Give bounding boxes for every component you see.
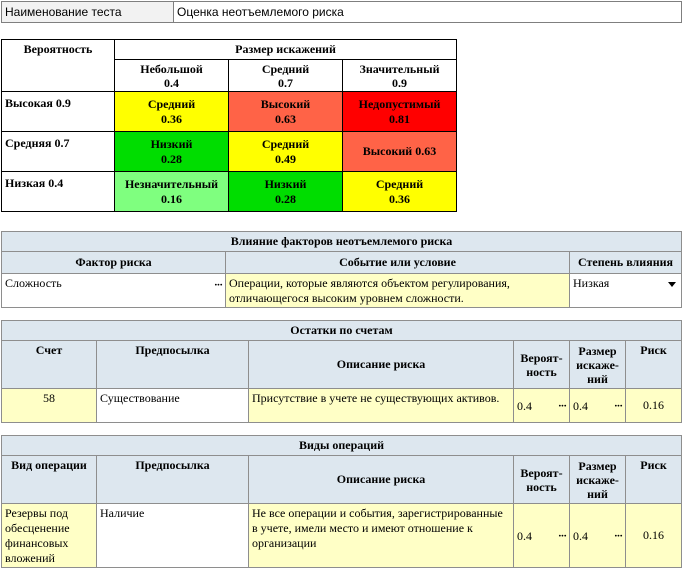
column-header: Фактор риска bbox=[2, 252, 226, 274]
risk-description-field[interactable]: Присутствие в учете не существующих активов. bbox=[249, 389, 514, 423]
size-field[interactable]: 0.4 ··· bbox=[570, 389, 626, 423]
ellipsis-icon[interactable]: ··· bbox=[613, 529, 622, 542]
matrix-cell: Незначительный 0.16 bbox=[115, 172, 229, 212]
column-header: Размер искаже- ний bbox=[570, 341, 626, 389]
premise-field[interactable]: Существование bbox=[97, 389, 249, 423]
panel-title: Виды операций bbox=[2, 436, 682, 456]
account-field[interactable]: 58 bbox=[2, 389, 97, 423]
ellipsis-icon[interactable]: ··· bbox=[557, 399, 566, 412]
influence-degree-select[interactable]: Низкая bbox=[570, 274, 682, 308]
matrix-column-header: Небольшой 0.4 bbox=[115, 60, 229, 92]
risk-value: 0.16 bbox=[626, 389, 682, 423]
test-name-label: Наименование теста bbox=[2, 2, 174, 23]
ellipsis-icon[interactable]: ··· bbox=[213, 279, 222, 291]
test-name-row bbox=[1, 1, 682, 23]
risk-factor-field[interactable]: Сложность ··· bbox=[2, 274, 226, 308]
operation-types-panel bbox=[1, 435, 682, 568]
matrix-cell: Низкий 0.28 bbox=[115, 132, 229, 172]
risk-matrix bbox=[1, 39, 457, 212]
panel-title: Остатки по счетам bbox=[2, 321, 682, 341]
operation-type-field[interactable]: Резервы под обесценение финансовых вложений bbox=[2, 504, 97, 568]
chevron-down-icon[interactable] bbox=[668, 282, 676, 287]
probability-field[interactable]: 0.4 ··· bbox=[514, 389, 570, 423]
ellipsis-icon[interactable]: ··· bbox=[557, 529, 566, 542]
matrix-cell: Высокий 0.63 bbox=[229, 92, 343, 132]
matrix-cell: Средний 0.36 bbox=[115, 92, 229, 132]
column-header: Риск bbox=[626, 341, 682, 389]
column-header: Степень влияния bbox=[570, 252, 682, 274]
matrix-row-label: Средняя 0.7 bbox=[2, 132, 115, 172]
panel-title: Влияние факторов неотъемлемого риска bbox=[2, 232, 682, 252]
column-header: Предпосылка bbox=[97, 456, 249, 504]
matrix-row-label: Высокая 0.9 bbox=[2, 92, 115, 132]
matrix-cell: Недопустимый 0.81 bbox=[343, 92, 457, 132]
column-header: Вид операции bbox=[2, 456, 97, 504]
column-header: Риск bbox=[626, 456, 682, 504]
matrix-column-header: Значительный 0.9 bbox=[343, 60, 457, 92]
probability-field[interactable]: 0.4 ··· bbox=[514, 504, 570, 568]
matrix-corner: Вероятность bbox=[2, 40, 115, 92]
column-header: Вероят- ность bbox=[514, 456, 570, 504]
premise-field[interactable]: Наличие bbox=[97, 504, 249, 568]
column-header: Вероят- ность bbox=[514, 341, 570, 389]
matrix-row-label: Низкая 0.4 bbox=[2, 172, 115, 212]
column-header: Предпосылка bbox=[97, 341, 249, 389]
column-header: Счет bbox=[2, 341, 97, 389]
column-header: Описание риска bbox=[249, 341, 514, 389]
risk-value: 0.16 bbox=[626, 504, 682, 568]
matrix-cell: Низкий 0.28 bbox=[229, 172, 343, 212]
matrix-column-header: Средний 0.7 bbox=[229, 60, 343, 92]
test-name-field[interactable]: Оценка неотъемлемого риска bbox=[174, 2, 682, 23]
event-condition-field[interactable]: Операции, которые являются объектом регулирования, отличающегося высоким уровнем сложности. bbox=[226, 274, 570, 308]
risk-factors-panel bbox=[1, 231, 682, 308]
matrix-size-header: Размер искажений bbox=[115, 40, 457, 60]
risk-description-field[interactable]: Не все операции и события, зарегистрированные в учете, имели место и имеют отношение к организации bbox=[249, 504, 514, 568]
ellipsis-icon[interactable]: ··· bbox=[613, 399, 622, 412]
column-header: Событие или условие bbox=[226, 252, 570, 274]
matrix-cell: Средний 0.49 bbox=[229, 132, 343, 172]
column-header: Описание риска bbox=[249, 456, 514, 504]
matrix-cell: Высокий 0.63 bbox=[343, 132, 457, 172]
matrix-cell: Средний 0.36 bbox=[343, 172, 457, 212]
account-balances-panel bbox=[1, 320, 682, 423]
size-field[interactable]: 0.4 ··· bbox=[570, 504, 626, 568]
column-header: Размер искаже- ний bbox=[570, 456, 626, 504]
